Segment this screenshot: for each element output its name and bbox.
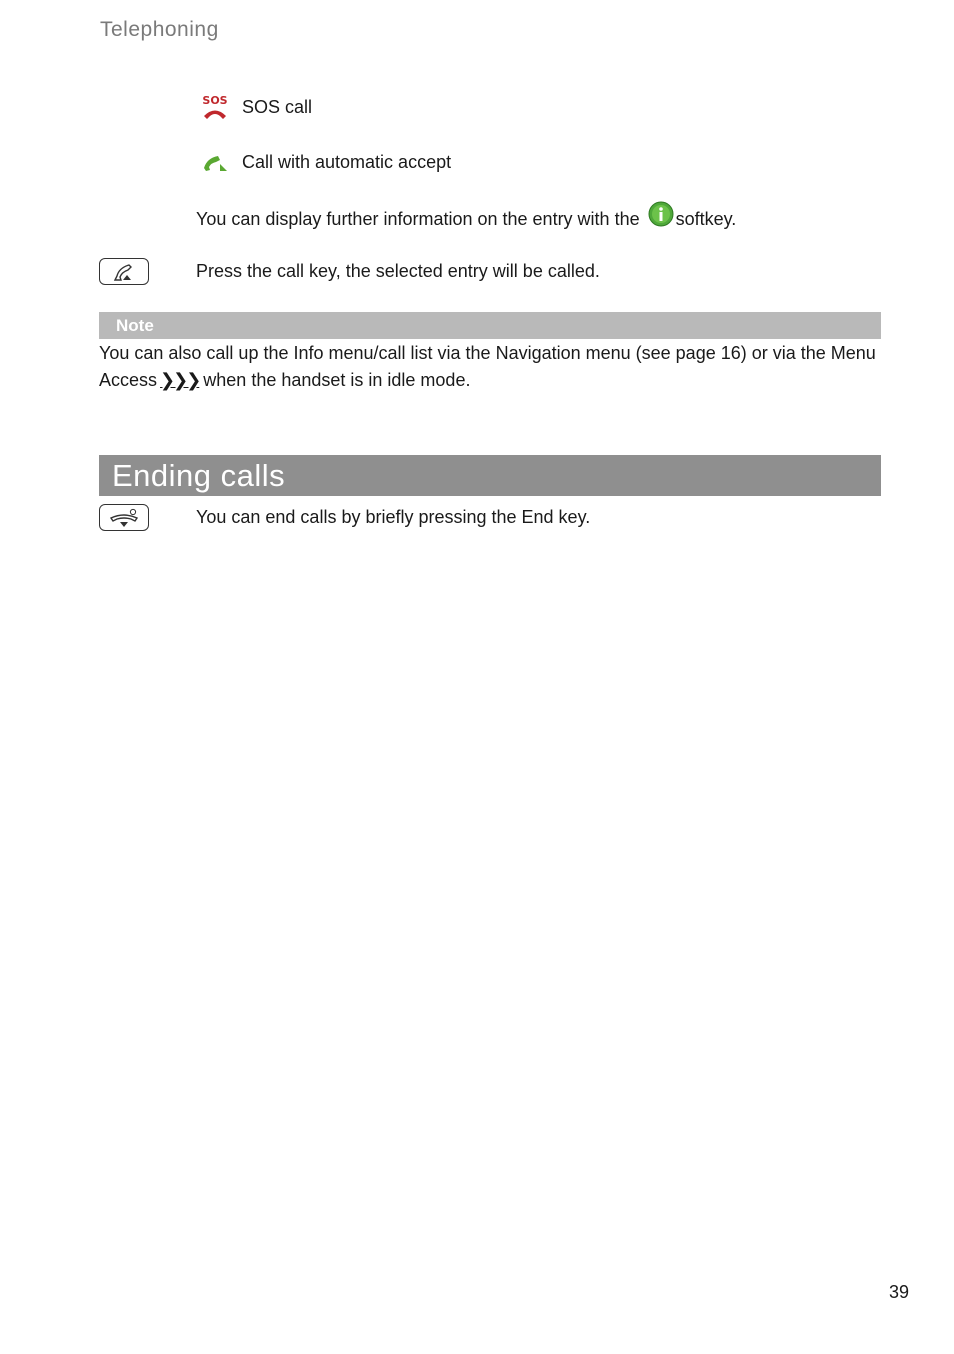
- legend-item-auto-accept: [200, 147, 451, 177]
- note-line-2-before: Access: [99, 370, 158, 390]
- end-key-icon: [99, 504, 149, 531]
- legend-label-sos: SOS call: [242, 96, 313, 117]
- note-line-2-after: when the handset is in idle mode.: [203, 370, 471, 390]
- auto-accept-call-icon: [200, 149, 230, 175]
- svg-text:SOS: SOS: [202, 94, 228, 107]
- note-line-1: You can also call up the Info menu/call list via the Navigation menu (see page 16) or via the Menu: [99, 343, 876, 363]
- info-text-after: softkey.: [675, 208, 737, 229]
- page-number: 39: [888, 1282, 909, 1302]
- end-key-text: You can end calls by briefly pressing the End key.: [196, 507, 591, 527]
- call-key-text: Press the call key, the selected entry will be called.: [196, 261, 600, 281]
- note-line-2: [99, 367, 881, 394]
- legend-item-sos: [200, 92, 312, 122]
- call-key-icon: [99, 258, 149, 285]
- info-softkey-icon: [648, 201, 674, 235]
- info-softkey-text: [196, 203, 736, 237]
- note-title: Note: [99, 312, 881, 339]
- menu-access-chevrons-icon: ❯❯❯: [160, 370, 200, 390]
- note-body: [99, 340, 881, 394]
- section-heading-ending-calls: Ending calls: [99, 455, 881, 496]
- section-title: Telephoning: [100, 18, 219, 41]
- sos-call-icon: [200, 94, 230, 120]
- info-text-before: You can display further information on the entry with the: [196, 208, 640, 229]
- legend-label-auto-accept: Call with automatic accept: [242, 151, 452, 172]
